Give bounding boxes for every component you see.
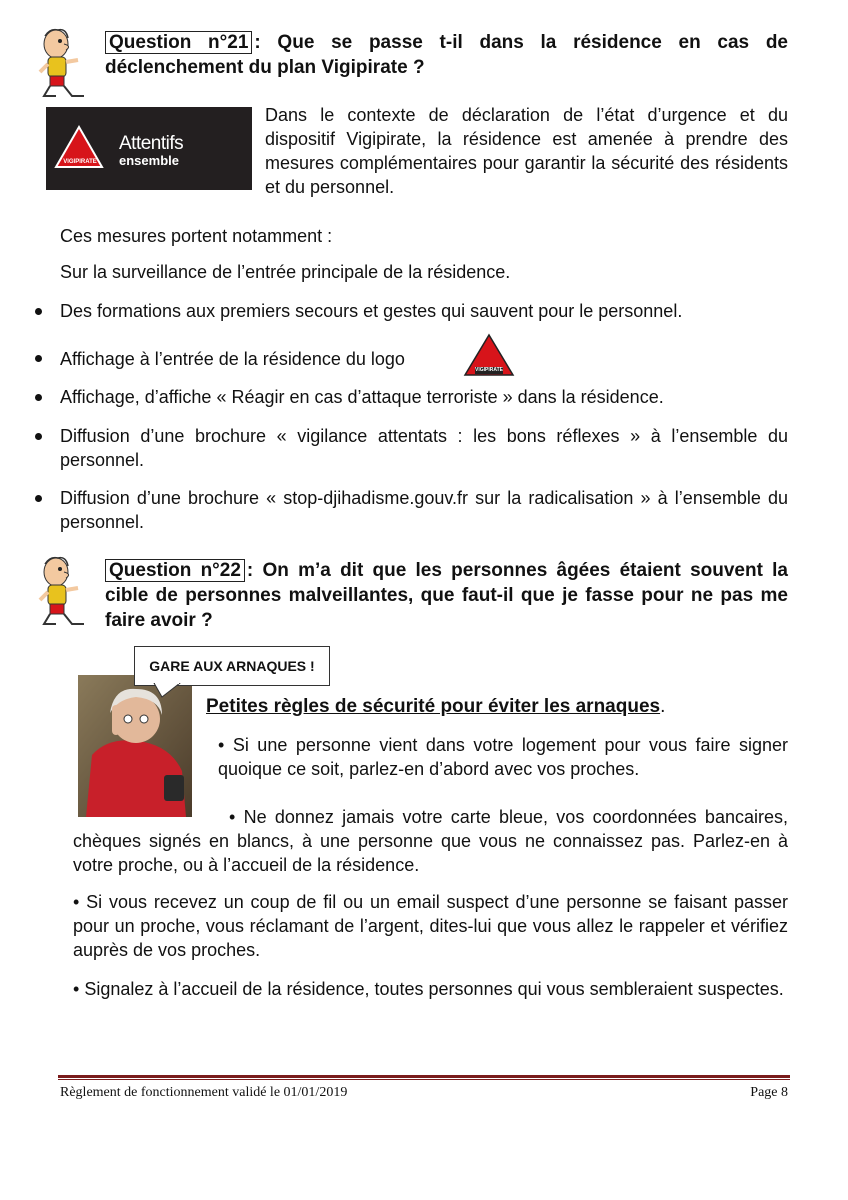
question-21-label: Question n°21 xyxy=(105,31,252,54)
bullet-dot-icon: • xyxy=(73,979,80,999)
bullet-dot xyxy=(35,433,42,440)
rule-item xyxy=(73,890,788,962)
banner-title: Attentifs xyxy=(119,133,184,154)
thinking-mascot-icon xyxy=(36,554,96,626)
rule-item xyxy=(73,805,788,877)
question-21-heading xyxy=(105,30,788,80)
vigipirate-logo-icon xyxy=(54,125,104,174)
footer-left-text: Règlement de fonctionnement validé le 01/01/2019 xyxy=(60,1085,348,1100)
rule-text: Si une personne vient dans votre logement pour vous faire signer quoique ce soit, parlez-en d’abord avec vos proches. xyxy=(218,735,788,779)
rules-title: Petites règles de sécurité pour éviter les arnaques xyxy=(206,696,661,717)
list-item: Diffusion d’une brochure « stop-djihadisme.gouv.fr sur la radicalisation » à l’ensemble du personnel. xyxy=(60,488,788,532)
vigipirate-logo-caption: VIGIPIRATE xyxy=(63,159,97,165)
bullet-dot xyxy=(35,355,42,362)
rules-title-suffix: . xyxy=(660,696,666,717)
callout-pointer xyxy=(150,683,190,699)
surveillance-text: Sur la surveillance de l’entrée principale de la résidence. xyxy=(60,262,511,282)
rule-text: Signalez à l’accueil de la résidence, toutes personnes qui vous sembleraient suspectes. xyxy=(84,979,784,999)
rule-text: Ne donnez jamais votre carte bleue, vos coordonnées bancaires, chèques signés en blancs, à une personne que vous ne connaissez pas. Parlez-en à votre proche, ou à l’accueil de la résidence. xyxy=(73,807,788,875)
banner-subtitle: ensemble xyxy=(119,153,179,168)
question-21-title: : Que se passe t-il dans la résidence en cas de déclenchement du plan Vigipirate ? xyxy=(105,32,788,78)
list-item: Des formations aux premiers secours et gestes qui sauvent pour le personnel. xyxy=(60,301,683,321)
thinking-mascot-icon xyxy=(36,26,96,98)
rules-heading xyxy=(206,694,665,720)
bullet-dot-icon: • xyxy=(73,892,80,912)
q21-intro-paragraph: Dans le contexte de déclaration de l’état d’urgence et du dispositif Vigipirate, la résidence est amenée à prendre des mesures complémentaires pour garantir la sécurité des résidents et du personnel. xyxy=(265,105,788,197)
footer-rule xyxy=(58,1075,790,1078)
vigipirate-logo-caption: VIGIPIRATE xyxy=(475,367,503,373)
rule-item xyxy=(218,733,788,781)
bullet-dot-icon: • xyxy=(218,735,225,755)
measures-intro: Ces mesures portent notamment : xyxy=(60,226,333,246)
footer-rule-thin xyxy=(58,1079,790,1080)
vigipirate-logo-icon xyxy=(463,333,515,377)
bullet-dot xyxy=(35,308,42,315)
bullet-dot xyxy=(35,394,42,401)
attentifs-ensemble-banner xyxy=(46,107,252,190)
list-item: Affichage à l’entrée de la résidence du logo xyxy=(60,349,405,369)
bullet-dot-icon: • xyxy=(229,807,236,827)
question-22-heading xyxy=(105,558,788,633)
callout-bubble xyxy=(134,646,330,686)
rule-text: Si vous recevez un coup de fil ou un email suspect d’une personne se faisant passer pour un proche, vous réclamant de l’argent, dites-lui que vous allez le rappeler et vérifiez auprès de vos proches. xyxy=(73,892,788,960)
question-22-title: : On m’a dit que les personnes âgées étaient souvent la cible de personnes malveillantes, que faut-il que je fasse pour ne pas me faire avoir ? xyxy=(105,560,789,631)
question-22-label: Question n°22 xyxy=(105,559,245,582)
list-item: Affichage, d’affiche « Réagir en cas d’attaque terroriste » dans la résidence. xyxy=(60,387,664,407)
rule-item xyxy=(73,977,788,1001)
callout-text: GARE AUX ARNAQUES ! xyxy=(149,658,315,674)
list-item: Diffusion d’une brochure « vigilance attentats : les bons réflexes » à l’ensemble du personnel. xyxy=(60,426,788,470)
bullet-dot xyxy=(35,495,42,502)
page-number: Page 8 xyxy=(750,1085,788,1100)
